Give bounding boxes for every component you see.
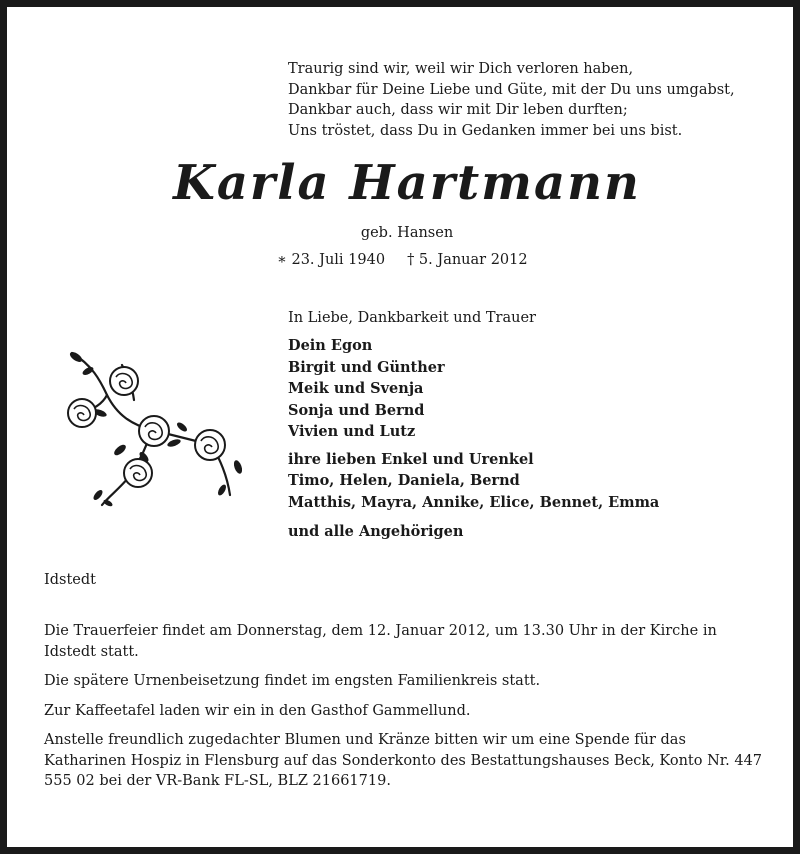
poem-line: Traurig sind wir, weil wir Dich verloren haben,: [288, 61, 634, 77]
funeral-details: [44, 621, 772, 801]
place-name: Idstedt: [44, 572, 96, 588]
poem: [288, 59, 735, 141]
notice-paragraph: Die spätere Urnenbeisetzung findet im engsten Familienkreis statt.: [44, 673, 541, 689]
mourner-name: Dein Egon: [288, 337, 373, 354]
rose-branch-icon: [62, 345, 252, 515]
notice-paragraph: Zur Kaffeetafel laden wir ein in den Gasthof Gammellund.: [44, 702, 471, 719]
poem-line: Dankbar für Deine Liebe und Güte, mit der Du uns umgabst,: [288, 81, 735, 98]
death-date: † 5. Januar 2012: [407, 252, 528, 268]
grandchildren-heading: ihre lieben Enkel und Urenkel: [288, 450, 534, 468]
deceased-name: Karla Hartmann: [173, 155, 641, 211]
notice-paragraph: Die Trauerfeier findet am Donnerstag, dem 12. Januar 2012, um 13.30 Uhr in der Kirche in Idstedt statt.: [44, 623, 717, 660]
mourners-block: [288, 307, 659, 543]
birth-date: ∗ 23. Juli 1940: [277, 252, 386, 268]
grandchildren-names: Matthis, Mayra, Annike, Elice, Bennet, Emma: [288, 493, 660, 511]
mourner-name: Sonja und Bernd: [288, 401, 425, 419]
poem-line: Uns tröstet, dass Du in Gedanken immer bei uns bist.: [288, 122, 683, 139]
grandchildren-names: Timo, Helen, Daniela, Bernd: [288, 472, 520, 489]
notice-paragraph: Anstelle freundlich zugedachter Blumen und Kränze bitten wir um eine Spende für das Katharinen Hospiz in Flensburg auf das Sonderkonto des Bestattungshauses Beck, Konto Nr. 447 555 02 bei der VR-Bank FL-SL, BLZ 21661719.: [44, 732, 763, 789]
birth-name: geb. Hansen: [360, 225, 454, 241]
poem-line: Dankbar auch, dass wir mit Dir leben durften;: [288, 102, 628, 118]
relatives-line: und alle Angehörigen: [288, 523, 464, 540]
mourner-name: Vivien und Lutz: [288, 423, 416, 440]
mourner-name: Meik und Svenja: [288, 380, 424, 397]
mourner-name: Birgit und Günther: [288, 358, 445, 376]
life-dates: [277, 252, 550, 268]
mourning-intro: In Liebe, Dankbarkeit und Trauer: [288, 310, 536, 326]
